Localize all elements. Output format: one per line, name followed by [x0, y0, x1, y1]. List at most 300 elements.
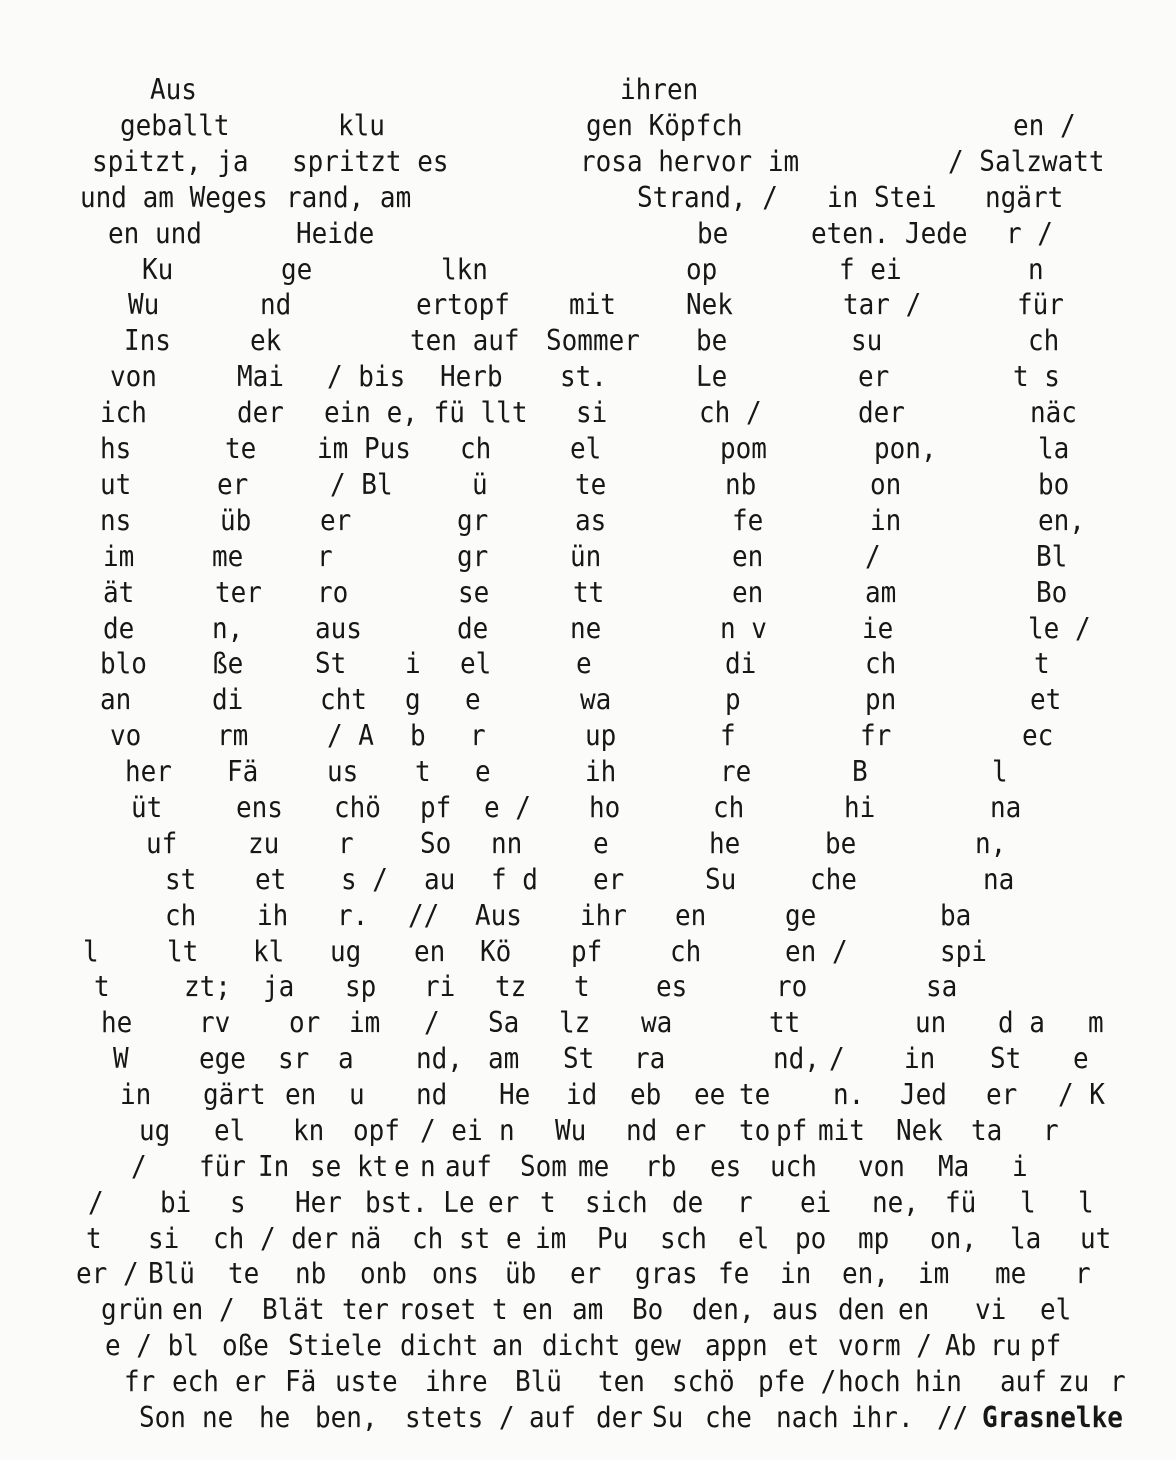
text-fragment: on,: [930, 1222, 977, 1256]
text-fragment: Mai: [237, 360, 284, 394]
text-fragment: Stiele: [288, 1329, 382, 1363]
text-fragment: l: [1020, 1186, 1036, 1220]
text-fragment: er: [235, 1365, 267, 1399]
text-fragment: Pu: [597, 1222, 629, 1256]
text-fragment: p: [725, 683, 741, 717]
text-fragment: dicht: [542, 1329, 621, 1363]
text-fragment: ens: [236, 791, 283, 825]
text-fragment: or: [289, 1006, 321, 1040]
text-fragment: im: [535, 1222, 567, 1256]
text-fragment: tar /: [843, 288, 922, 322]
text-fragment: le /: [1028, 612, 1091, 646]
text-fragment: mit: [818, 1114, 865, 1148]
text-fragment: up: [585, 719, 617, 753]
text-fragment: stets /: [405, 1401, 515, 1435]
text-fragment: us: [327, 755, 359, 789]
text-fragment: st.: [560, 360, 607, 394]
text-fragment: st: [165, 863, 197, 897]
text-fragment: en,: [842, 1257, 889, 1291]
text-fragment: Som: [520, 1150, 567, 1184]
text-fragment: te: [225, 432, 257, 466]
text-fragment: hs: [100, 432, 132, 466]
text-fragment: auf: [1000, 1365, 1047, 1399]
text-fragment: kl: [253, 935, 285, 969]
text-fragment: la: [1010, 1222, 1042, 1256]
text-fragment: Nek: [686, 288, 733, 322]
text-fragment: ün: [570, 540, 602, 574]
text-fragment: ro: [317, 576, 349, 610]
text-fragment: aus: [315, 612, 362, 646]
text-fragment: gras: [635, 1257, 698, 1291]
text-fragment: oße: [222, 1329, 269, 1363]
text-fragment: u: [349, 1078, 365, 1112]
text-fragment: uste: [335, 1365, 398, 1399]
text-fragment: ech: [172, 1365, 219, 1399]
text-fragment: ät: [103, 576, 135, 610]
text-fragment: nd,: [773, 1042, 820, 1076]
text-fragment: Fä: [227, 755, 259, 789]
text-fragment: en /: [785, 935, 848, 969]
text-fragment: ter: [215, 576, 262, 610]
text-fragment: spritzt es: [292, 145, 449, 179]
text-fragment: auf: [445, 1150, 492, 1184]
text-fragment: am: [488, 1042, 520, 1076]
text-fragment: für: [1017, 288, 1064, 322]
text-fragment: i: [1012, 1150, 1028, 1184]
text-fragment: a: [338, 1042, 354, 1076]
text-fragment: üt: [131, 791, 163, 825]
text-fragment: en: [675, 899, 707, 933]
text-fragment: / A: [327, 719, 374, 753]
text-fragment: pf: [776, 1114, 808, 1148]
text-fragment: fe: [718, 1257, 750, 1291]
text-fragment: ch st e: [412, 1222, 522, 1256]
text-fragment: er: [488, 1186, 520, 1220]
text-fragment: be: [825, 827, 857, 861]
text-fragment: er: [570, 1257, 602, 1291]
text-fragment: von: [110, 360, 157, 394]
text-fragment: si: [576, 396, 608, 430]
text-fragment: opf: [353, 1114, 400, 1148]
text-fragment: chö: [334, 791, 381, 825]
text-fragment: ta: [971, 1114, 1003, 1148]
text-fragment: si: [148, 1222, 180, 1256]
text-fragment: ug: [139, 1114, 171, 1148]
text-fragment: ch: [165, 899, 197, 933]
text-fragment: an: [100, 683, 132, 717]
text-fragment: r: [1075, 1257, 1091, 1291]
text-fragment: sch: [660, 1222, 707, 1256]
text-fragment: der: [596, 1401, 643, 1435]
text-fragment: in: [870, 504, 902, 538]
text-fragment: su: [851, 324, 883, 358]
text-fragment: sp: [345, 970, 377, 1004]
text-fragment: n.: [833, 1078, 865, 1112]
text-fragment: n: [420, 1150, 436, 1184]
text-fragment: ge: [281, 253, 313, 287]
text-fragment: un: [915, 1006, 947, 1040]
text-fragment: de: [457, 612, 489, 646]
text-fragment: te: [575, 468, 607, 502]
text-fragment: be: [696, 324, 728, 358]
text-fragment: sr: [278, 1042, 310, 1076]
text-fragment: Blü: [148, 1257, 195, 1291]
text-fragment: n,: [975, 827, 1007, 861]
text-fragment: el: [214, 1114, 246, 1148]
text-fragment: fr: [124, 1365, 156, 1399]
text-fragment: di: [212, 683, 244, 717]
text-fragment: ek: [250, 324, 282, 358]
text-fragment: po: [795, 1222, 827, 1256]
text-fragment: Bo: [632, 1293, 664, 1327]
text-fragment: ei: [800, 1186, 832, 1220]
text-fragment: Le: [696, 360, 728, 394]
text-fragment: ons: [432, 1257, 479, 1291]
text-fragment: in: [780, 1257, 812, 1291]
text-fragment: am: [572, 1293, 604, 1327]
text-fragment: ter: [342, 1293, 389, 1327]
text-fragment: en: [285, 1078, 317, 1112]
text-fragment: e / bl: [105, 1329, 199, 1363]
text-fragment: n: [499, 1114, 515, 1148]
text-fragment: e: [593, 827, 609, 861]
text-fragment: am: [865, 576, 897, 610]
text-fragment: de: [672, 1186, 704, 1220]
text-fragment: ch: [865, 647, 897, 681]
text-fragment: r: [338, 827, 354, 861]
text-fragment: er: [986, 1078, 1018, 1112]
text-fragment: ihre: [425, 1365, 488, 1399]
text-fragment: /: [424, 1006, 440, 1040]
text-fragment: ba: [940, 899, 972, 933]
text-fragment: /: [88, 1186, 104, 1220]
text-fragment: gen Köpfch: [586, 109, 743, 143]
text-fragment: ch: [1028, 324, 1060, 358]
text-fragment: e: [465, 683, 481, 717]
text-fragment: ro: [776, 970, 808, 1004]
text-fragment: ne: [202, 1401, 234, 1435]
text-fragment: rand, am: [286, 181, 412, 215]
text-fragment: W: [113, 1042, 129, 1076]
text-fragment: el: [460, 647, 492, 681]
text-fragment: n v: [720, 612, 767, 646]
text-fragment: klu: [338, 109, 385, 143]
text-fragment: r: [1043, 1114, 1059, 1148]
text-fragment: / Salzwatt: [948, 145, 1105, 179]
text-fragment: r: [1110, 1365, 1126, 1399]
text-fragment: r: [737, 1186, 753, 1220]
text-fragment: er: [675, 1114, 707, 1148]
text-fragment: er: [217, 468, 249, 502]
text-fragment: rosa hervor im: [580, 145, 800, 179]
text-fragment: to: [739, 1114, 771, 1148]
text-fragment: se: [310, 1150, 342, 1184]
text-fragment: r /: [1006, 217, 1053, 251]
text-fragment: ch: [460, 432, 492, 466]
text-fragment: Jed: [900, 1078, 947, 1112]
text-fragment: ho: [589, 791, 621, 825]
text-fragment: lz: [559, 1006, 591, 1040]
text-fragment: et: [255, 863, 287, 897]
text-fragment: nd: [416, 1078, 448, 1112]
text-fragment: ch / der: [213, 1222, 339, 1256]
text-fragment: pom: [720, 432, 767, 466]
text-fragment: fr: [860, 719, 892, 753]
text-fragment: im: [918, 1257, 950, 1291]
text-fragment: in: [904, 1042, 936, 1076]
text-fragment: e: [576, 647, 592, 681]
text-fragment: nä: [350, 1222, 382, 1256]
text-fragment: ut: [100, 468, 132, 502]
text-fragment: ra: [634, 1042, 666, 1076]
text-fragment: n: [1028, 253, 1044, 287]
text-fragment: rv: [199, 1006, 231, 1040]
text-fragment: den: [838, 1293, 885, 1327]
text-fragment: ru: [990, 1329, 1022, 1363]
text-fragment: op: [686, 253, 718, 287]
text-fragment: So: [420, 827, 452, 861]
text-fragment: ein e, fü llt: [324, 396, 528, 430]
text-fragment: B: [852, 755, 868, 789]
text-fragment: gr: [457, 504, 489, 538]
text-fragment: //: [937, 1401, 969, 1435]
text-fragment: e: [394, 1150, 410, 1184]
text-fragment: ihr.: [851, 1401, 914, 1435]
text-fragment: mp: [858, 1222, 890, 1256]
text-fragment: i: [405, 647, 421, 681]
text-fragment: be: [697, 217, 729, 251]
text-fragment: üb: [505, 1257, 537, 1291]
text-fragment: sa: [926, 970, 958, 1004]
text-fragment: ri: [424, 970, 456, 1004]
text-fragment: di: [725, 647, 757, 681]
text-fragment: ge: [785, 899, 817, 933]
text-fragment: grün: [101, 1293, 164, 1327]
text-fragment: ch /: [699, 396, 762, 430]
text-fragment: Fä: [285, 1365, 317, 1399]
text-fragment: vo: [110, 719, 142, 753]
text-fragment: ben,: [315, 1401, 378, 1435]
text-fragment: s /: [341, 863, 388, 897]
text-fragment: te: [228, 1257, 260, 1291]
text-fragment: cht: [320, 683, 367, 717]
text-fragment: ch: [670, 935, 702, 969]
text-fragment: l: [992, 755, 1008, 789]
text-fragment: me: [578, 1150, 610, 1184]
text-fragment: im: [349, 1006, 381, 1040]
text-fragment: wa: [580, 683, 612, 717]
text-fragment: pf: [571, 935, 603, 969]
text-fragment: fe: [732, 504, 764, 538]
text-fragment: näc: [1030, 396, 1077, 430]
text-fragment: St: [563, 1042, 595, 1076]
text-fragment: spi: [940, 935, 987, 969]
text-fragment: ne,: [872, 1186, 919, 1220]
text-fragment: r.: [337, 899, 369, 933]
text-fragment: hi: [844, 791, 876, 825]
text-fragment: che: [705, 1401, 752, 1435]
text-fragment: Son: [139, 1401, 186, 1435]
text-fragment: se: [458, 576, 490, 610]
text-fragment: / K: [1058, 1078, 1105, 1112]
text-fragment: In: [258, 1150, 290, 1184]
text-fragment: nb: [725, 468, 757, 502]
text-fragment: nn: [491, 827, 523, 861]
text-fragment: en: [414, 935, 446, 969]
text-fragment: nd,: [416, 1042, 463, 1076]
text-fragment: f ei: [839, 253, 902, 287]
text-fragment: sich: [585, 1186, 648, 1220]
text-fragment: na: [990, 791, 1022, 825]
text-fragment: spitzt, ja: [92, 145, 249, 179]
text-fragment: er: [858, 360, 890, 394]
text-fragment: im Pus: [317, 432, 411, 466]
text-fragment: ee: [694, 1078, 726, 1112]
text-fragment: ns: [100, 504, 132, 538]
text-fragment: t: [86, 1222, 102, 1256]
text-fragment: Sommer: [546, 324, 640, 358]
text-fragment: t: [492, 1293, 508, 1327]
text-fragment: onb: [360, 1257, 407, 1291]
text-fragment: Blü: [515, 1365, 562, 1399]
text-fragment: na: [983, 863, 1015, 897]
text-fragment: uch: [770, 1150, 817, 1184]
text-fragment: lt: [167, 935, 199, 969]
text-fragment: Ku: [142, 253, 174, 287]
text-fragment: der: [237, 396, 284, 430]
text-fragment: He: [499, 1078, 531, 1112]
text-fragment: in Stei: [827, 181, 937, 215]
text-fragment: / bis: [327, 360, 406, 394]
text-fragment: den,: [692, 1293, 755, 1327]
text-fragment: Strand, /: [637, 181, 778, 215]
text-fragment: es: [710, 1150, 742, 1184]
text-fragment: dicht: [400, 1329, 479, 1363]
text-fragment: et: [1030, 683, 1062, 717]
text-fragment: ne: [570, 612, 602, 646]
text-fragment: la: [1038, 432, 1070, 466]
text-fragment: s: [230, 1186, 246, 1220]
text-fragment: en: [898, 1293, 930, 1327]
text-fragment: roset: [398, 1293, 477, 1327]
text-fragment: en: [522, 1293, 554, 1327]
text-fragment: el: [738, 1222, 770, 1256]
text-fragment: me: [995, 1257, 1027, 1291]
text-fragment: ihr: [580, 899, 627, 933]
text-fragment: pon,: [874, 432, 937, 466]
text-fragment: e: [475, 755, 491, 789]
text-fragment: r: [470, 719, 486, 753]
text-fragment: t: [1034, 647, 1050, 681]
text-fragment: pf: [420, 791, 452, 825]
text-fragment: he: [709, 827, 741, 861]
text-fragment: ug: [330, 935, 362, 969]
text-fragment: bi: [160, 1186, 192, 1220]
text-fragment: lkn: [441, 253, 488, 287]
text-fragment: geballt: [120, 109, 230, 143]
text-fragment: schö: [672, 1365, 735, 1399]
text-fragment: zu: [1058, 1365, 1090, 1399]
text-fragment: tz: [495, 970, 527, 1004]
text-fragment: ich: [100, 396, 147, 430]
text-fragment: ü: [472, 468, 488, 502]
text-fragment: vorm /: [838, 1329, 932, 1363]
text-fragment: hoch: [838, 1365, 901, 1399]
text-fragment: zt;: [184, 970, 231, 1004]
text-fragment: fü: [945, 1186, 977, 1220]
text-fragment: auf: [529, 1401, 576, 1435]
text-fragment: der: [858, 396, 905, 430]
text-fragment: Herb: [440, 360, 503, 394]
text-fragment: f d: [491, 863, 538, 897]
text-fragment: und am Weges: [80, 181, 268, 215]
text-fragment: /: [131, 1150, 147, 1184]
text-fragment: /: [865, 540, 881, 574]
text-fragment: von: [858, 1150, 905, 1184]
text-fragment: bst. Le: [365, 1186, 475, 1220]
text-fragment: bo: [1038, 468, 1070, 502]
text-fragment: /: [829, 1042, 845, 1076]
text-fragment: el: [570, 432, 602, 466]
text-fragment: nd: [626, 1114, 658, 1148]
text-fragment: as: [575, 504, 607, 538]
text-fragment: ja: [263, 970, 295, 1004]
text-fragment: m: [1088, 1006, 1104, 1040]
text-fragment: Ab: [945, 1329, 977, 1363]
text-fragment: an: [492, 1329, 524, 1363]
text-fragment: he: [259, 1401, 291, 1435]
text-fragment: er /: [76, 1257, 139, 1291]
text-fragment: tt: [769, 1006, 801, 1040]
text-fragment: eb: [630, 1078, 662, 1112]
text-fragment: nd: [260, 288, 292, 322]
text-fragment: Bl: [1036, 540, 1068, 574]
text-fragment: Ins: [124, 324, 171, 358]
text-fragment: r: [317, 540, 333, 574]
text-fragment: el: [1040, 1293, 1072, 1327]
text-fragment: üb: [220, 504, 252, 538]
text-fragment: en,: [1038, 504, 1085, 538]
text-fragment: Bo: [1036, 576, 1068, 610]
text-fragment: St: [990, 1042, 1022, 1076]
text-fragment: //: [408, 899, 440, 933]
text-fragment: rm: [217, 719, 249, 753]
text-fragment: wa: [641, 1006, 673, 1040]
text-fragment: ten: [598, 1365, 645, 1399]
text-fragment: uf: [146, 827, 178, 861]
text-fragment: l: [1078, 1186, 1094, 1220]
text-fragment: hin: [915, 1365, 962, 1399]
text-fragment: ße: [212, 647, 244, 681]
text-fragment: pfe /: [758, 1365, 837, 1399]
text-fragment: pf: [1030, 1329, 1062, 1363]
text-fragment: g: [405, 683, 421, 717]
text-fragment: Nek: [896, 1114, 943, 1148]
text-fragment: en /: [1013, 109, 1076, 143]
text-fragment: / ei: [420, 1114, 483, 1148]
text-fragment: id: [566, 1078, 598, 1112]
text-fragment: en: [732, 540, 764, 574]
text-fragment: en und: [108, 217, 202, 251]
text-fragment: kn: [293, 1114, 325, 1148]
text-fragment: de: [103, 612, 135, 646]
text-fragment: Heide: [296, 217, 375, 251]
text-fragment: e /: [484, 791, 531, 825]
text-fragment: ch: [713, 791, 745, 825]
text-fragment: t s: [1013, 360, 1060, 394]
text-fragment: aus: [772, 1293, 819, 1327]
text-fragment: n,: [212, 612, 244, 646]
